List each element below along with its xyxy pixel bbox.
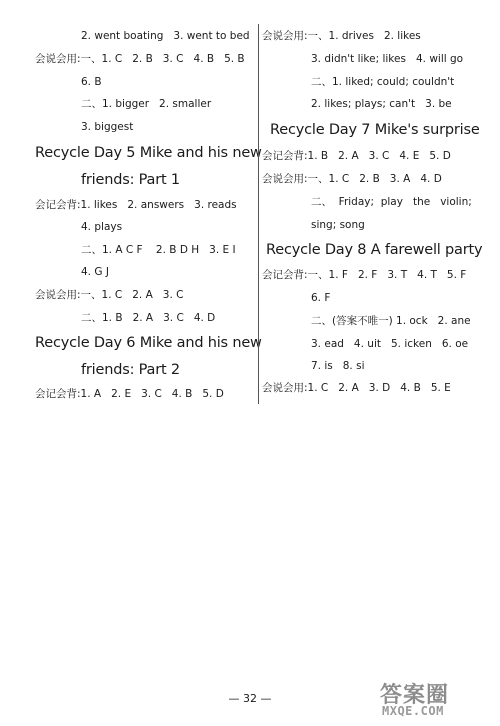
- watermark-text: 答案圈: [380, 683, 450, 708]
- answer-line: 4. plays: [81, 221, 123, 233]
- answer-line: 会说会用:一、1. C 2. B 3. C 4. B 5. B: [35, 53, 245, 65]
- column-divider: [258, 24, 259, 404]
- watermark-url: MXQE.COM: [382, 704, 444, 718]
- answer-line: 2. went boating 3. went to bed: [81, 30, 250, 42]
- section-heading-day8: Recycle Day 8 A farewell party: [266, 242, 483, 258]
- answer-line: 二、(答案不唯一) 1. ock 2. ane: [311, 315, 471, 327]
- answer-line: 会记会背:一、1. F 2. F 3. T 4. T 5. F: [262, 269, 467, 281]
- page-number: — 32 —: [228, 692, 272, 705]
- answer-line: 6. F: [311, 292, 331, 304]
- answer-line: 二、 Friday; play the violin;: [311, 196, 472, 208]
- answer-line: 4. G J: [81, 266, 109, 278]
- section-heading-day7: Recycle Day 7 Mike's surprise: [270, 122, 480, 138]
- answer-line: 会说会用:一、1. C 2. B 3. A 4. D: [262, 173, 442, 185]
- answer-line: 会记会背:1. A 2. E 3. C 4. B 5. D: [35, 388, 224, 400]
- answer-line: 二、1. bigger 2. smaller: [81, 98, 212, 110]
- answer-line: 7. is 8. si: [311, 360, 365, 372]
- section-heading-day5-cont: friends: Part 1: [81, 172, 180, 188]
- answer-line: 会说会用:1. C 2. A 3. D 4. B 5. E: [262, 382, 451, 394]
- answer-line: 会说会用:一、1. drives 2. likes: [262, 30, 421, 42]
- answer-line: 3. didn't like; likes 4. will go: [311, 53, 464, 65]
- answer-line: 会说会用:一、1. C 2. A 3. C: [35, 289, 184, 301]
- answer-line: 6. B: [81, 76, 102, 88]
- answer-line: sing; song: [311, 219, 365, 231]
- watermark-logo: [380, 678, 490, 722]
- section-heading-day6: Recycle Day 6 Mike and his new: [35, 335, 262, 351]
- answer-line: 二、1. B 2. A 3. C 4. D: [81, 312, 216, 324]
- section-heading-day5: Recycle Day 5 Mike and his new: [35, 145, 262, 161]
- answer-line: 会记会背:1. likes 2. answers 3. reads: [35, 199, 237, 211]
- answer-line: 3. ead 4. uit 5. icken 6. oe: [311, 338, 469, 350]
- section-heading-day6-cont: friends: Part 2: [81, 362, 180, 378]
- answer-line: 会记会背:1. B 2. A 3. C 4. E 5. D: [262, 150, 451, 162]
- answer-line: 2. likes; plays; can't 3. be: [311, 98, 452, 110]
- answer-line: 二、1. A C F 2. B D H 3. E I: [81, 244, 236, 256]
- answer-line: 二、1. liked; could; couldn't: [311, 76, 455, 88]
- answer-line: 3. biggest: [81, 121, 134, 133]
